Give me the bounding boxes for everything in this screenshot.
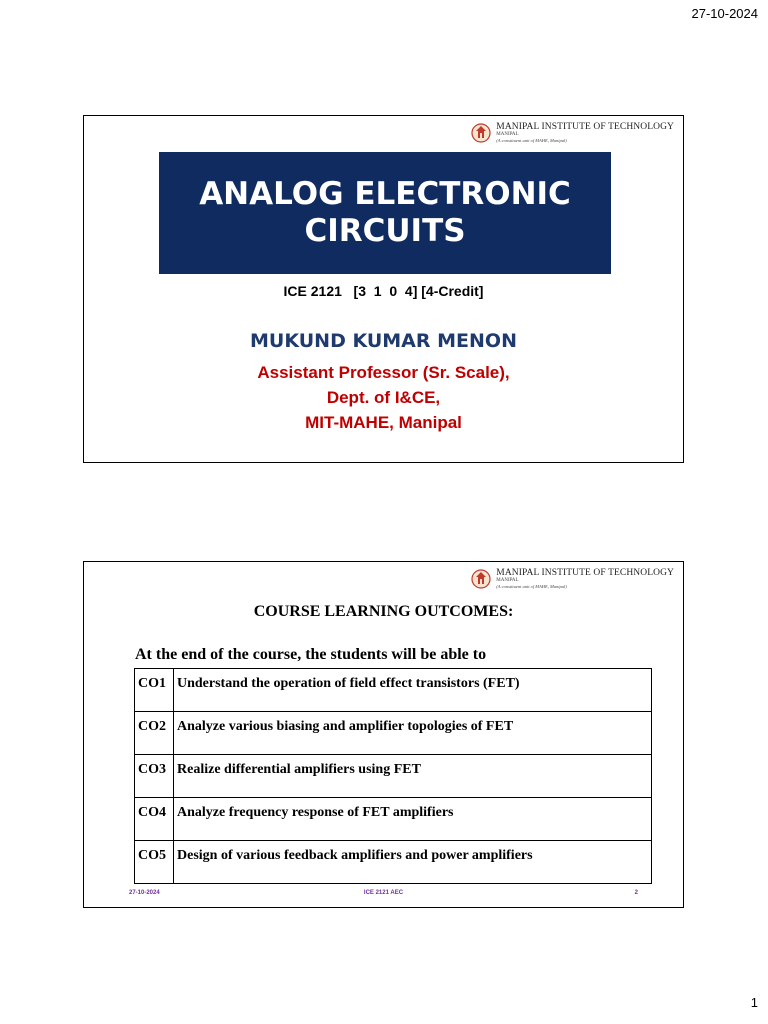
institute-brand bbox=[471, 122, 674, 143]
outcome-text: Analyze various biasing and amplifier topologies of FET bbox=[174, 712, 652, 755]
table-row bbox=[135, 712, 652, 755]
affiliation-title: Assistant Professor (Sr. Scale), bbox=[257, 363, 510, 382]
institute-logo-icon bbox=[471, 569, 491, 589]
outcome-code: CO2 bbox=[135, 712, 174, 755]
institute-brand bbox=[471, 568, 674, 589]
outcome-text: Analyze frequency response of FET amplifiers bbox=[174, 798, 652, 841]
table-row bbox=[135, 755, 652, 798]
presenter-name: MUKUND KUMAR MENON bbox=[250, 330, 517, 352]
table-row bbox=[135, 669, 652, 712]
institute-location: MANIPAL bbox=[496, 132, 519, 137]
institute-location: MANIPAL bbox=[496, 578, 519, 583]
outcome-text: Understand the operation of field effect transistors (FET) bbox=[174, 669, 652, 712]
page-number: 1 bbox=[750, 995, 758, 1010]
institute-logo-icon bbox=[471, 123, 491, 143]
affiliation-department: Dept. of I&CE, bbox=[326, 388, 441, 407]
outcomes-heading: COURSE LEARNING OUTCOMES: bbox=[253, 603, 514, 620]
institute-name: MANIPAL INSTITUTE OF TECHNOLOGY bbox=[496, 122, 674, 132]
slide-footer-number: 2 bbox=[634, 890, 638, 896]
outcome-code: CO5 bbox=[135, 841, 174, 884]
outcome-text: Design of various feedback amplifiers and power amplifiers bbox=[174, 841, 652, 884]
slide-footer-date: 27-10-2024 bbox=[129, 890, 160, 896]
outcomes-intro: At the end of the course, the students will be able to bbox=[135, 646, 487, 663]
table-row bbox=[135, 798, 652, 841]
outcomes-slide bbox=[83, 561, 684, 908]
institute-tagline: (A constituent unit of MAHE, Manipal) bbox=[496, 138, 567, 143]
affiliation-institution: MIT-MAHE, Manipal bbox=[305, 413, 462, 432]
title-banner bbox=[159, 152, 611, 274]
course-code: ICE 2121 [3 1 0 4] [4-Credit] bbox=[283, 283, 484, 299]
title-slide bbox=[83, 115, 684, 463]
table-row bbox=[135, 841, 652, 884]
outcome-code: CO4 bbox=[135, 798, 174, 841]
outcome-code: CO3 bbox=[135, 755, 174, 798]
slide-footer-course: ICE 2121 AEC bbox=[363, 890, 404, 896]
page-date: 27-10-2024 bbox=[691, 6, 758, 21]
slide-title: ANALOG ELECTRONIC CIRCUITS bbox=[199, 176, 571, 249]
outcome-code: CO1 bbox=[135, 669, 174, 712]
outcomes-table bbox=[134, 668, 652, 884]
institute-tagline: (A constituent unit of MAHE, Manipal) bbox=[496, 584, 567, 589]
outcome-text: Realize differential amplifiers using FET bbox=[174, 755, 652, 798]
institute-name: MANIPAL INSTITUTE OF TECHNOLOGY bbox=[496, 568, 674, 578]
